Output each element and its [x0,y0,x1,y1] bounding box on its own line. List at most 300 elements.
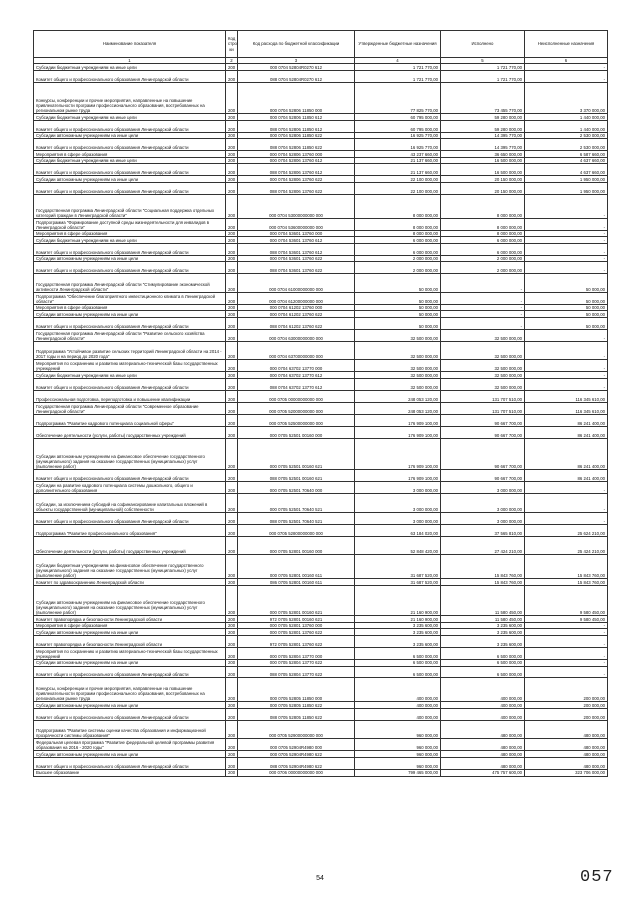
row-approved: 32 500 000,00 [355,341,441,360]
row-name: Субсидии автономным учреждениям на иные цели [34,176,226,183]
row-budget-code: 088 0705 52904R4980 622 [238,758,355,770]
row-unexecuted: - [525,659,608,666]
row-line-code: 200 [226,230,238,237]
row-name: Субсидии бюджетным учреждениям на иные цели [34,64,226,71]
row-line-code: 200 [226,243,238,255]
row-name: Комитет общего и профессионального образования Ленинградской области [34,317,226,329]
row-unexecuted: - [525,360,608,372]
row-executed: 14 395 770,00 [441,132,525,139]
row-line-code: 200 [226,769,238,776]
row-line-code: 200 [226,708,238,720]
row-line-code: 200 [226,470,238,482]
table-row [34,438,608,470]
row-name: Мероприятия по сохранению и развитию материально-технической базы государственных учреждений [34,360,226,372]
row-executed: 32 500 000,00 [441,378,525,390]
row-executed: 16 500 000,00 [441,164,525,176]
row-name: Обеспечение деятельности (услуги, работы) государственных учреждений [34,536,226,555]
row-approved: 77 825 770,00 [355,82,441,114]
row-approved: 16 925 770,00 [355,132,441,139]
row-line-code: 200 [226,739,238,751]
row-line-code: 200 [226,304,238,311]
row-unexecuted: - [525,262,608,274]
row-budget-code: 000 0705 52501 70640 521 [238,494,355,513]
row-budget-code: 000 0705 52904R4980 000 [238,739,355,751]
row-name: Профессиональная подготовка, переподготовка и повышение квалификации [34,390,226,402]
row-line-code: 200 [226,512,238,524]
row-executed: 480 000,00 [441,758,525,770]
row-budget-code: 000 0704 52806 13760 612 [238,157,355,164]
row-budget-code: 000 0705 52801 13760 622 [238,629,355,636]
row-unexecuted: - [525,372,608,379]
table-row [34,702,608,709]
row-approved: 6 500 000,00 [355,659,441,666]
row-unexecuted: 6 587 660,00 [525,151,608,158]
table-row [34,176,608,183]
table-row [34,720,608,739]
table-row [34,70,608,82]
row-approved: 3 235 600,00 [355,622,441,629]
row-name: Комитет общего и профессионального образования Ленинградской области [34,666,226,678]
row-unexecuted: 200 000,00 [525,678,608,702]
row-name: Субсидии автономным учреждениям на иные цели [34,659,226,666]
row-budget-code: 000 0704 53601 13760 612 [238,237,355,244]
row-line-code: 200 [226,426,238,438]
row-approved: 50 000,00 [355,304,441,311]
row-executed: 2 000 000,00 [441,262,525,274]
table-row [34,132,608,139]
row-line-code: 200 [226,585,238,616]
row-budget-code: 000 0704 61200000000 000 [238,292,355,304]
row-name: Субсидии автономным учреждениям на иные цели [34,629,226,636]
row-name: Субсидии автономным учреждениям на иные цели [34,132,226,139]
row-line-code: 200 [226,666,238,678]
row-budget-code: 000 0704 52806 11850 612 [238,114,355,121]
row-name: Комитет общего и профессионального образования Ленинградской области [34,139,226,151]
column-number: 4 [355,58,441,64]
row-executed: 37 565 810,00 [441,524,525,536]
row-name: Комитет по здравоохранению Ленинградской области [34,579,226,586]
row-unexecuted: 86 241 400,00 [525,470,608,482]
row-name: Мероприятия в сфере образования [34,304,226,311]
row-executed: 20 150 000,00 [441,176,525,183]
row-unexecuted: 1 440 000,00 [525,120,608,132]
row-unexecuted: - [525,341,608,360]
row-unexecuted: - [525,70,608,82]
row-executed: 480 000,00 [441,751,525,758]
row-line-code: 200 [226,629,238,636]
table-row [34,616,608,623]
row-name: Комитет общего и профессионального образования Ленинградской области [34,512,226,524]
row-executed: 32 500 000,00 [441,372,525,379]
row-executed: 15 843 760,00 [441,579,525,586]
row-name: Подпрограмма "Обеспечение благоприятного инвестиционного климата в Ленинградской области" [34,292,226,304]
row-budget-code: 088 0704 53601 13760 622 [238,262,355,274]
row-line-code: 200 [226,360,238,372]
row-executed: 400 000,00 [441,678,525,702]
row-unexecuted: 200 000,00 [525,702,608,709]
row-unexecuted: 86 241 400,00 [525,426,608,438]
row-budget-code: 000 0705 52801 00160 611 [238,555,355,579]
row-line-code: 200 [226,414,238,426]
row-unexecuted: 2 530 000,00 [525,132,608,139]
row-unexecuted: 116 345 610,00 [525,390,608,402]
row-line-code: 200 [226,132,238,139]
row-budget-code: 000 0705 52501 00160 000 [238,426,355,438]
row-approved: 31 687 520,00 [355,555,441,579]
row-budget-code: 000 0704 52806 11850 622 [238,132,355,139]
table-row [34,64,608,71]
row-name: Комитет общего и профессионального образования Ленинградской области [34,243,226,255]
row-budget-code: 000 0705 52804 13770 000 [238,647,355,659]
row-approved: 32 500 000,00 [355,360,441,372]
row-approved: 248 053 120,00 [355,390,441,402]
row-name: Подпрограмма "Развитие кадрового потенциала социальной сферы" [34,414,226,426]
row-unexecuted: - [525,243,608,255]
row-name: Мероприятия в сфере образования [34,151,226,158]
row-budget-code: 000 0705 52801 13760 000 [238,622,355,629]
row-name: Субсидии бюджетным учреждениям на иные цели [34,157,226,164]
row-unexecuted: 480 000,00 [525,758,608,770]
row-executed: 2 000 000,00 [441,255,525,262]
row-name: Мероприятия в сфере образования [34,622,226,629]
table-row [34,390,608,402]
header-approved: Утвержденные бюджетные назначения [355,31,441,58]
row-line-code: 200 [226,164,238,176]
row-name: Обеспечение деятельности (услуги, работы) государственных учреждений [34,426,226,438]
table-row [34,751,608,758]
row-unexecuted: 15 843 760,00 [525,579,608,586]
row-executed: - [441,304,525,311]
row-executed: 8 000 000,00 [441,230,525,237]
column-number: 5 [441,58,525,64]
row-name: Государственная программа Ленинградской области "Стимулирование экономической активности Ленинградской области" [34,274,226,293]
row-executed: 59 280 000,00 [441,120,525,132]
row-approved: 50 000,00 [355,292,441,304]
row-budget-code: 000 0705 52800000000 000 [238,524,355,536]
column-number: 6 [525,58,608,64]
header-unexecuted: Неисполненные назначения [525,31,608,58]
table-row [34,82,608,114]
row-approved: 176 909 100,00 [355,426,441,438]
row-unexecuted: 4 637 660,00 [525,157,608,164]
row-line-code: 200 [226,176,238,183]
row-unexecuted: - [525,194,608,218]
row-unexecuted: 200 000,00 [525,708,608,720]
row-line-code: 200 [226,494,238,513]
row-executed: 32 500 000,00 [441,341,525,360]
table-row [34,292,608,304]
row-unexecuted: 25 424 210,00 [525,536,608,555]
row-budget-code: 972 0705 52801 00160 621 [238,616,355,623]
row-approved: 22 100 000,00 [355,176,441,183]
row-budget-code: 000 0705 00000000000 000 [238,390,355,402]
row-unexecuted: 323 706 000,00 [525,769,608,776]
header-name: Наименование показателя [34,31,226,58]
row-budget-code: 088 0705 52501 00160 621 [238,470,355,482]
table-row [34,218,608,230]
row-line-code: 200 [226,378,238,390]
row-executed: 8 000 000,00 [441,194,525,218]
row-budget-code: 088 0705 52804 13770 622 [238,666,355,678]
row-unexecuted: 25 624 210,00 [525,524,608,536]
row-unexecuted: - [525,255,608,262]
row-executed: 11 580 450,00 [441,585,525,616]
table-row [34,311,608,318]
table-row [34,585,608,616]
row-budget-code: 000 0704 53601 13760 622 [238,255,355,262]
row-line-code: 200 [226,292,238,304]
row-executed: 3 000 000,00 [441,482,525,494]
row-unexecuted: 9 580 450,00 [525,585,608,616]
row-approved: 8 000 000,00 [355,218,441,230]
row-approved: 3 235 600,00 [355,636,441,648]
table-row [34,360,608,372]
row-name: Государственная программа Ленинградской области "Современное образование Ленинградской области" [34,402,226,414]
row-budget-code: 000 0706 00000000000 000 [238,769,355,776]
row-line-code: 200 [226,114,238,121]
row-budget-code: 000 0705 52801 00160 621 [238,585,355,616]
row-approved: 960 000,00 [355,720,441,739]
table-row [34,182,608,194]
row-approved: 6 500 000,00 [355,647,441,659]
row-executed: 6 500 000,00 [441,659,525,666]
row-unexecuted: 2 530 000,00 [525,139,608,151]
row-executed: 400 000,00 [441,708,525,720]
table-row [34,666,608,678]
row-budget-code: 000 0705 52500000000 000 [238,414,355,426]
row-approved: 960 000,00 [355,758,441,770]
table-row [34,739,608,751]
row-line-code: 200 [226,311,238,318]
row-name: Комитет правопорядка и безопасности Ленинградской области [34,636,226,648]
row-budget-code: 088 0704 63702 13770 612 [238,378,355,390]
row-executed: 3 235 600,00 [441,636,525,648]
table-row [34,512,608,524]
row-executed: 90 667 700,00 [441,438,525,470]
page-number: 54 [316,875,324,882]
row-name: Субсидии автономным учреждениям на иные цели [34,311,226,318]
table-row [34,255,608,262]
row-unexecuted: 15 843 760,00 [525,555,608,579]
row-name: Субсидии автономным учреждениям на иные цели [34,255,226,262]
budget-execution-table [33,30,608,777]
row-line-code: 200 [226,678,238,702]
row-line-code: 200 [226,402,238,414]
row-approved: 21 137 660,00 [355,157,441,164]
row-approved: 21 160 900,00 [355,616,441,623]
row-executed: 131 707 510,00 [441,402,525,414]
row-approved: 400 000,00 [355,708,441,720]
table-row [34,402,608,414]
row-line-code: 200 [226,555,238,579]
row-unexecuted: 1 440 000,00 [525,114,608,121]
table-row [34,378,608,390]
row-executed: - [441,292,525,304]
row-unexecuted: 4 637 660,00 [525,164,608,176]
row-line-code: 200 [226,82,238,114]
row-executed: 27 424 210,00 [441,536,525,555]
row-name: Подпрограмма "Развитие системы оценки качества образования и информационной прозрачности системы образования" [34,720,226,739]
row-name: Комитет общего и профессионального образования Ленинградской области [34,120,226,132]
table-row [34,237,608,244]
row-name: Мероприятия по сохранению и развитию материально-технической базы государственных учреждений [34,647,226,659]
row-name: Субсидии автономным учреждениям на финансовое обеспечение государственного (муниципального) задания на оказание государственных (муниципальных) услуг (выполнение работ) [34,585,226,616]
row-approved: 32 500 000,00 [355,378,441,390]
table-row [34,636,608,648]
table-row [34,470,608,482]
row-line-code: 200 [226,237,238,244]
row-approved: 176 909 100,00 [355,470,441,482]
row-budget-code: 000 0705 52805 11850 622 [238,702,355,709]
row-approved: 1 721 770,00 [355,70,441,82]
row-line-code: 200 [226,255,238,262]
row-line-code: 200 [226,702,238,709]
row-budget-code: 000 0704 53600000000 000 [238,218,355,230]
row-unexecuted: 50 000,00 [525,311,608,318]
row-name: Комитет общего и профессионального образования Ленинградской области [34,70,226,82]
row-line-code: 200 [226,482,238,494]
row-executed: 8 000 000,00 [441,218,525,230]
row-approved: 43 237 660,00 [355,151,441,158]
row-unexecuted: - [525,230,608,237]
row-unexecuted: - [525,622,608,629]
column-number: 2 [226,58,238,64]
row-budget-code: 088 0705 52501 70640 521 [238,512,355,524]
row-approved: 16 925 770,00 [355,139,441,151]
row-budget-code: 000 0705 52000000000 000 [238,402,355,414]
table-row [34,659,608,666]
row-name: Субсидии на развитие кадрового потенциала системы дошкольного, общего и дополнительного образования [34,482,226,494]
row-budget-code: 000 0705 52804 13770 622 [238,659,355,666]
table-row [34,120,608,132]
row-unexecuted: 1 950 000,00 [525,176,608,183]
row-executed: 11 580 450,00 [441,616,525,623]
row-line-code: 200 [226,647,238,659]
row-executed: 90 667 700,00 [441,414,525,426]
row-budget-code: 000 0704 52806 13760 000 [238,151,355,158]
row-unexecuted: - [525,512,608,524]
row-budget-code: 088 0704 61202 13760 622 [238,317,355,329]
row-unexecuted: - [525,218,608,230]
row-name: Субсидии автономным учреждениям на финансовое обеспечение государственного (муниципального) задания на оказание государственных (муниципальных) услуг (выполнение работ) [34,438,226,470]
row-approved: 799 465 000,00 [355,769,441,776]
row-line-code: 200 [226,390,238,402]
row-unexecuted: 50 000,00 [525,317,608,329]
row-unexecuted: 116 345 610,00 [525,402,608,414]
row-unexecuted: 480 000,00 [525,751,608,758]
table-row [34,678,608,702]
row-name: Комитет общего и профессионального образования Ленинградской области [34,182,226,194]
row-name: Комитет общего и профессионального образования Ленинградской области [34,758,226,770]
header-line-code: Код стро ки [226,31,238,58]
row-budget-code: 000 0705 52904R4980 622 [238,751,355,758]
row-executed: 90 667 700,00 [441,470,525,482]
row-name: Высшее образование [34,769,226,776]
row-approved: 176 909 100,00 [355,438,441,470]
row-budget-code: 000 0704 52806 11850 000 [238,82,355,114]
table-row [34,317,608,329]
row-line-code: 200 [226,636,238,648]
row-budget-code: 000 0704 61000000000 000 [238,274,355,293]
row-name: Субсидии бюджетным учреждениям на финансовое обеспечение государственного (муниципального) задания на оказание государственных (муниципальных) услуг (выполнение работ) [34,555,226,579]
row-budget-code: 000 0705 52501 00160 621 [238,438,355,470]
table-row [34,708,608,720]
row-line-code: 200 [226,120,238,132]
row-approved: 2 000 000,00 [355,255,441,262]
row-name: Федеральная целевая программа "Развитие федеральной целевой программы развития образования на 2016 - 2020 годы" [34,739,226,751]
row-name: Комитет правопорядка и безопасности Ленинградской области [34,616,226,623]
row-approved: 960 000,00 [355,739,441,751]
row-line-code: 200 [226,536,238,555]
row-budget-code: 000 0704 63702 13770 612 [238,372,355,379]
row-approved: 960 000,00 [355,751,441,758]
row-executed: 131 707 510,00 [441,390,525,402]
row-approved: 3 235 600,00 [355,629,441,636]
row-unexecuted: 50 000,00 [525,304,608,311]
row-approved: 31 687 520,00 [355,579,441,586]
table-row [34,262,608,274]
row-unexecuted: 50 000,00 [525,292,608,304]
row-executed: 6 500 000,00 [441,647,525,659]
row-approved: 3 000 000,00 [355,482,441,494]
row-line-code: 200 [226,218,238,230]
row-unexecuted: 480 000,00 [525,720,608,739]
row-executed: 90 667 700,00 [441,426,525,438]
row-unexecuted: - [525,237,608,244]
row-budget-code: 000 0704 53000000000 000 [238,194,355,218]
row-approved: 6 000 000,00 [355,237,441,244]
row-line-code: 200 [226,70,238,82]
row-approved: 176 909 100,00 [355,414,441,426]
row-approved: 22 100 000,00 [355,182,441,194]
row-executed: 16 500 000,00 [441,157,525,164]
row-unexecuted: - [525,494,608,513]
row-executed: 15 843 760,00 [441,555,525,579]
row-approved: 60 795 000,00 [355,114,441,121]
row-line-code: 200 [226,182,238,194]
row-budget-code: 088 0704 52806 11850 622 [238,139,355,151]
row-unexecuted: - [525,666,608,678]
row-name: Подпрограмма "Формирование доступной среды жизнедеятельности для инвалидов в Ленинградской области" [34,218,226,230]
row-name: Субсидии автономным учреждениям на иные цели [34,702,226,709]
row-executed: 3 000 000,00 [441,494,525,513]
table-row [34,482,608,494]
row-unexecuted: - [525,378,608,390]
row-executed: 73 455 770,00 [441,82,525,114]
row-budget-code: 000 0705 52805 11850 000 [238,678,355,702]
row-approved: 3 000 000,00 [355,512,441,524]
row-approved: 3 000 000,00 [355,494,441,513]
table-row [34,341,608,360]
row-approved: 32 500 000,00 [355,329,441,341]
row-executed: 400 000,00 [441,702,525,709]
row-unexecuted: 1 950 000,00 [525,182,608,194]
row-unexecuted: - [525,329,608,341]
row-approved: 248 053 120,00 [355,402,441,414]
row-name: Субсидии бюджетным учреждениям на иные цели [34,237,226,244]
row-budget-code: 000 0704 63000000000 000 [238,329,355,341]
row-line-code: 200 [226,616,238,623]
row-approved: 52 848 420,00 [355,536,441,555]
row-line-code: 200 [226,341,238,360]
row-executed: 6 000 000,00 [441,237,525,244]
table-row [34,494,608,513]
row-budget-code: 000 0704 63700000000 000 [238,341,355,360]
row-executed: 6 500 000,00 [441,666,525,678]
row-unexecuted: 86 241 400,00 [525,414,608,426]
row-approved: 400 000,00 [355,678,441,702]
row-approved: 400 000,00 [355,702,441,709]
